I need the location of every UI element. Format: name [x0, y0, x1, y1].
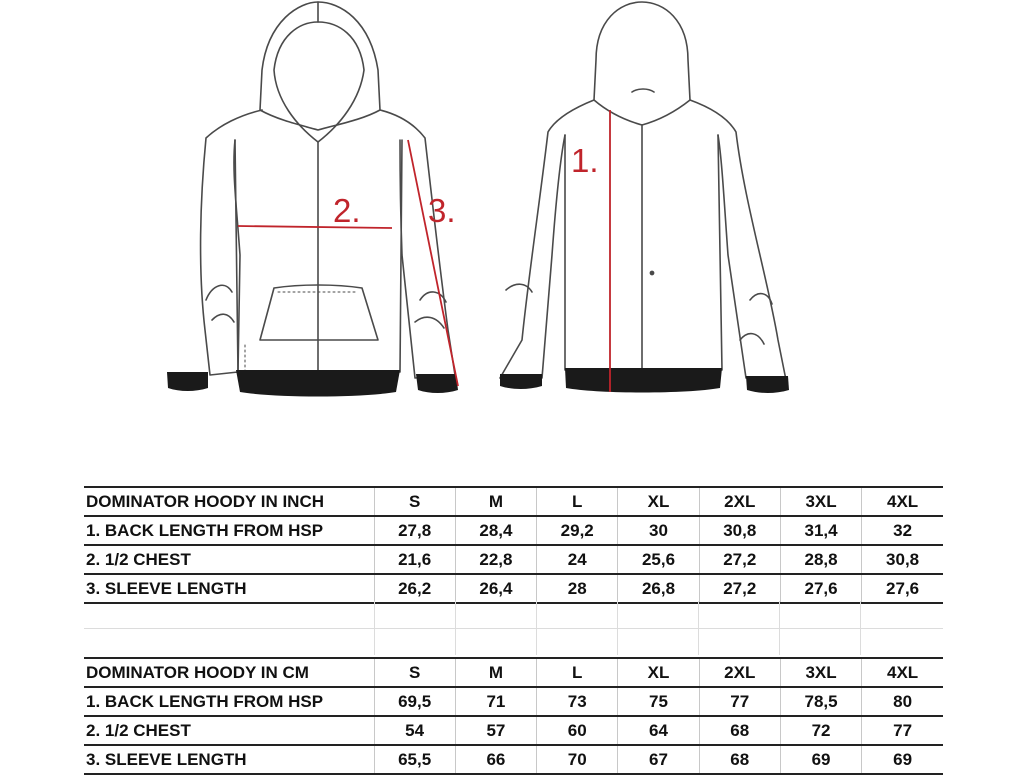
table-cell: 66: [455, 745, 536, 774]
table-cell: 27,8: [374, 516, 455, 545]
table-cell: 78,5: [780, 687, 861, 716]
front-left-cuff: [167, 372, 208, 391]
row-label: 3. SLEEVE LENGTH: [84, 574, 374, 603]
back-right-cuff: [746, 376, 789, 393]
measure-label-three: 3.: [428, 192, 456, 229]
size-header: S: [374, 658, 455, 687]
table-cell: 31,4: [780, 516, 861, 545]
size-header: 4XL: [862, 658, 943, 687]
table-cell: 69: [780, 745, 861, 774]
table-cell: 77: [699, 687, 780, 716]
table-row: [84, 687, 943, 716]
size-header: 3XL: [780, 487, 861, 516]
size-header: 3XL: [780, 658, 861, 687]
table-cell: 26,4: [455, 574, 536, 603]
table-cell: 57: [455, 716, 536, 745]
table-cell: 27,2: [699, 545, 780, 574]
row-label: 1. BACK LENGTH FROM HSP: [84, 687, 374, 716]
size-table-inch: [84, 486, 943, 604]
table-title: DOMINATOR HOODY IN CM: [84, 658, 374, 687]
table-cell: 30,8: [699, 516, 780, 545]
table-cell: 27,2: [699, 574, 780, 603]
table-cell: 26,2: [374, 574, 455, 603]
table-cell: 30,8: [862, 545, 943, 574]
table-cell: 54: [374, 716, 455, 745]
size-header: M: [455, 658, 536, 687]
table-cell: 30: [618, 516, 699, 545]
table-cell: 32: [862, 516, 943, 545]
table-cell: 27,6: [780, 574, 861, 603]
measure-label-two: 2.: [333, 192, 361, 229]
back-left-cuff: [500, 374, 542, 389]
row-label: 2. 1/2 CHEST: [84, 545, 374, 574]
table-title: DOMINATOR HOODY IN INCH: [84, 487, 374, 516]
table-cell: 72: [780, 716, 861, 745]
table-cell: 69,5: [374, 687, 455, 716]
size-header: 2XL: [699, 658, 780, 687]
front-hem-rib: [236, 370, 400, 397]
table-row: [84, 716, 943, 745]
table-row: [84, 745, 943, 774]
row-label: 2. 1/2 CHEST: [84, 716, 374, 745]
row-label: 3. SLEEVE LENGTH: [84, 745, 374, 774]
table-cell: 28: [537, 574, 618, 603]
sleeve-measure-line: [408, 140, 458, 386]
hoodie-back: [500, 2, 786, 380]
table-header-row: [84, 658, 943, 687]
table-cell: 24: [537, 545, 618, 574]
table-cell: 22,8: [455, 545, 536, 574]
table-cell: 29,2: [537, 516, 618, 545]
table-row: [84, 574, 943, 603]
table-cell: 73: [537, 687, 618, 716]
table-cell: 71: [455, 687, 536, 716]
table-cell: 75: [618, 687, 699, 716]
table-cell: 65,5: [374, 745, 455, 774]
table-cell: 60: [537, 716, 618, 745]
table-cell: 26,8: [618, 574, 699, 603]
table-header-row: [84, 487, 943, 516]
table-cell: 68: [699, 716, 780, 745]
back-hem-rib: [565, 368, 722, 393]
size-header: XL: [618, 658, 699, 687]
front-right-cuff: [416, 374, 458, 393]
size-header: S: [374, 487, 455, 516]
size-header: XL: [618, 487, 699, 516]
measure-label-one: 1.: [571, 142, 599, 179]
table-cell: 28,4: [455, 516, 536, 545]
size-header: L: [537, 658, 618, 687]
table-cell: 70: [537, 745, 618, 774]
size-header: 2XL: [699, 487, 780, 516]
size-table-cm: [84, 657, 943, 775]
table-cell: 68: [699, 745, 780, 774]
table-cell: 21,6: [374, 545, 455, 574]
hoodie-front: [201, 2, 455, 378]
table-cell: 80: [862, 687, 943, 716]
table-cell: 64: [618, 716, 699, 745]
table-cell: 77: [862, 716, 943, 745]
table-row: [84, 545, 943, 574]
size-header: 4XL: [862, 487, 943, 516]
size-header: M: [455, 487, 536, 516]
table-cell: 67: [618, 745, 699, 774]
chest-measure-line: [238, 226, 392, 228]
row-label: 1. BACK LENGTH FROM HSP: [84, 516, 374, 545]
table-cell: 28,8: [780, 545, 861, 574]
table-cell: 69: [862, 745, 943, 774]
size-header: L: [537, 487, 618, 516]
table-cell: 25,6: [618, 545, 699, 574]
table-spacer: [84, 601, 943, 655]
table-cell: 27,6: [862, 574, 943, 603]
table-row: [84, 516, 943, 545]
